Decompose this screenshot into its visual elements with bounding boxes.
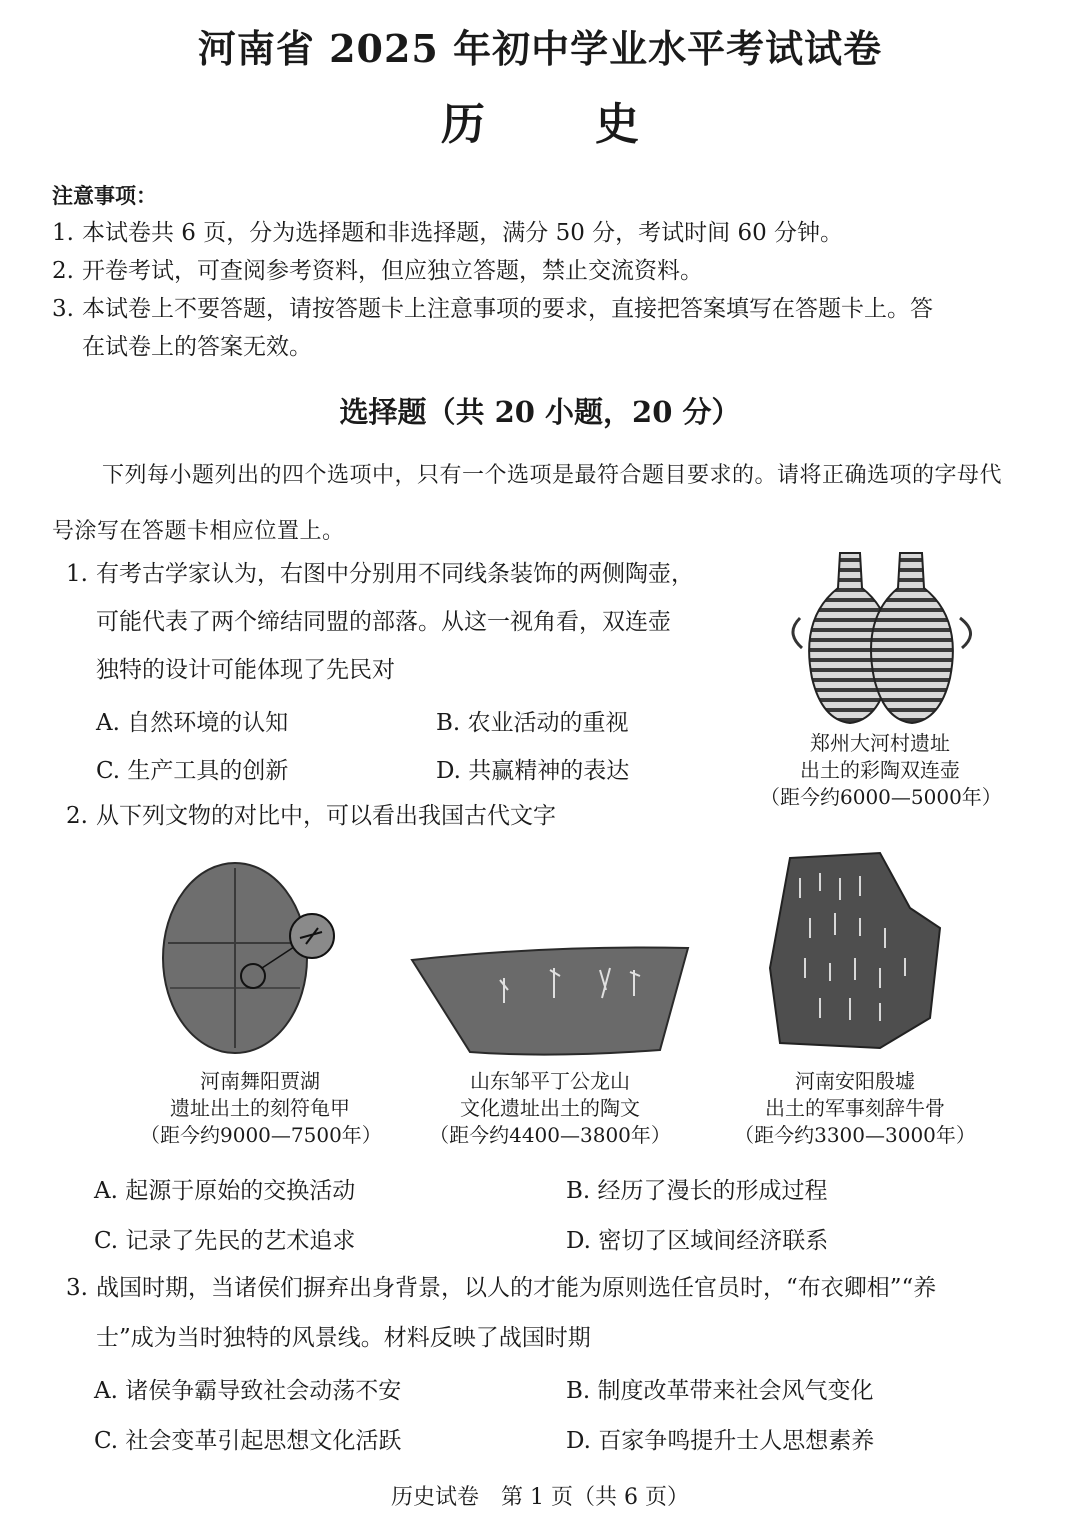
option-b[interactable]: B. 制度改革带来社会风气变化 xyxy=(566,1378,874,1404)
figure-caption: 山东邹平丁公龙山 文化遗址出土的陶文 （距今约4400—3800年） xyxy=(429,1069,671,1147)
question-text-line: 从下列文物的对比中，可以看出我国古代文字 xyxy=(96,803,556,829)
note-item xyxy=(52,252,1022,290)
subject-title: 历史 xyxy=(441,99,749,150)
option-d[interactable]: D. 百家争鸣提升士人思想素养 xyxy=(566,1428,875,1454)
tortoise-shell-image xyxy=(150,858,350,1058)
option-c[interactable]: C. 记录了先民的艺术追求 xyxy=(94,1228,356,1254)
question-text-line: 独特的设计可能体现了先民对 xyxy=(96,657,395,683)
page-footer: 历史试卷 第 1 页（共 6 页） xyxy=(391,1485,689,1510)
note-continuation: 在试卷上的答案无效。 xyxy=(82,334,312,360)
question-1 xyxy=(66,550,766,694)
note-text: 本试卷共 6 页，分为选择题和非选择题，满分 50 分，考试时间 60 分钟。 xyxy=(82,220,844,246)
section-instructions: 下列每小题列出的四个选项中，只有一个选项是最符合题目要求的。请将正确选项的字母代号涂写在答题卡相应位置上。 xyxy=(52,463,1003,544)
note-text: 本试卷上不要答题，请按答题卡上注意事项的要求，直接把答案填写在答题卡上。答 xyxy=(82,296,933,322)
double-pot-image xyxy=(770,548,990,728)
question-2 xyxy=(66,792,556,840)
option-b[interactable]: B. 农业活动的重视 xyxy=(436,710,629,736)
question-text-line: 战国时期，当诸侯们摒弃出身背景，以人的才能为原则选任官员时，“布衣卿相”“养 xyxy=(96,1275,937,1301)
note-text: 开卷考试，可查阅参考资料，但应独立答题，禁止交流资料。 xyxy=(82,258,703,284)
question-text-line: 士”成为当时独特的风景线。材料反映了战国时期 xyxy=(96,1325,591,1351)
note-item xyxy=(52,290,1022,366)
option-a[interactable]: A. 自然环境的认知 xyxy=(96,710,289,736)
note-number: 3. xyxy=(52,296,74,322)
question-number: 3. xyxy=(66,1275,88,1301)
option-c[interactable]: C. 生产工具的创新 xyxy=(96,758,289,784)
question-number: 2. xyxy=(66,803,88,829)
question-number: 1. xyxy=(66,561,88,587)
option-d[interactable]: D. 共赢精神的表达 xyxy=(436,758,630,784)
notes-heading: 注意事项： xyxy=(52,183,157,208)
option-c[interactable]: C. 社会变革引起思想文化活跃 xyxy=(94,1428,402,1454)
option-a[interactable]: A. 诸侯争霸导致社会动荡不安 xyxy=(94,1378,402,1404)
exam-title: 河南省 2025 年初中学业水平考试试卷 xyxy=(197,26,883,71)
note-number: 2. xyxy=(52,258,74,284)
figure-caption: 河南安阳殷墟 出土的军事刻辞牛骨 （距今约3300—3000年） xyxy=(734,1069,976,1147)
section-title: 选择题（共 20 小题，20 分） xyxy=(339,395,741,429)
pottery-shard-image xyxy=(410,940,690,1060)
ox-bone-image xyxy=(760,848,950,1058)
option-a[interactable]: A. 起源于原始的交换活动 xyxy=(94,1178,356,1204)
question-text-line: 有考古学家认为，右图中分别用不同线条装饰的两侧陶壶， xyxy=(96,561,694,587)
question-text-line: 可能代表了两个缔结同盟的部落。从这一视角看，双连壶 xyxy=(96,609,671,635)
note-item xyxy=(52,214,1022,252)
option-b[interactable]: B. 经历了漫长的形成过程 xyxy=(566,1178,828,1204)
figure-caption: 郑州大河村遗址 出土的彩陶双连壶 （距今约6000—5000年） xyxy=(760,731,1002,809)
option-d[interactable]: D. 密切了区域间经济联系 xyxy=(566,1228,829,1254)
question-3 xyxy=(66,1264,1026,1362)
note-number: 1. xyxy=(52,220,74,246)
figure-caption: 河南舞阳贾湖 遗址出土的刻符龟甲 （距今约9000—7500年） xyxy=(140,1069,382,1147)
